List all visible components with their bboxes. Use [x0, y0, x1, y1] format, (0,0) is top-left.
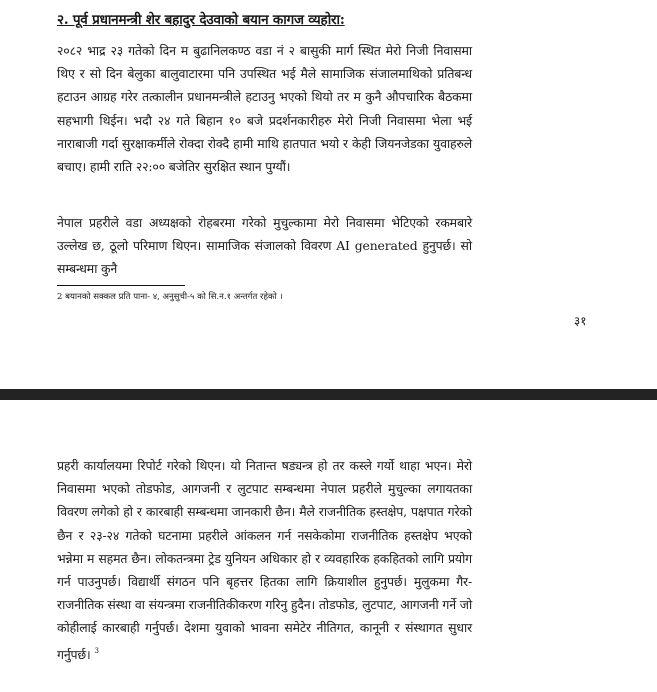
- section-heading: २. पूर्व प्रधानमन्त्री शेर बहादुर देउवाको बयान कागज व्यहोरा:: [57, 12, 345, 28]
- statement-paragraph: [57, 454, 472, 666]
- statement-paragraph: नेपाल प्रहरीले वडा अध्यक्षको रोहबरमा गरेको मुचुल्कामा मेरो निवासमा भेटिएको रकमबारे उल्लेख छ, ठूलो परिमाण थिएन। सामाजिक संजालको विवरण AI generated हुनुपर्छ। सो सम्बन्धमा कुनै: [57, 215, 472, 277]
- footnote: 2 बयानको सक्कल प्रति पाना- ४, अनुसुची-५ को सि.न.१ अन्तर्गत रहेको ।: [57, 292, 283, 302]
- document-page-bottom: [0, 400, 657, 692]
- footnote-marker: 3: [94, 646, 99, 655]
- page-number: ३१: [574, 314, 587, 328]
- statement-paragraph: २०८२ भाद्र २३ गतेको दिन म बुढानिलकण्ठ वडा नं २ बासुकी मार्ग स्थित मेरो निजी निवासमा थिए र सो दिन बेलुका बालुवाटारमा पनि उपस्थित भई मैले सामाजिक संजालमाथिको प्रतिबन्ध हटाउन आग्रह गरेर तत्कालीन प्रधानमन्त्रीले हटाउनु भएको थियो तर म कुनै औपचारिक बैठकमा सहभागी थिईन। भदौ २४ गते बिहान १० बजे प्रदर्शनकारीहरु मेरो निजी निवासमा भेला भई नाराबाजी गर्दा सुरक्षाकर्मीले रोक्दा रोक्दै हामी माथि हातपात भयो र केही जियनजेडका युवाहरुले बचाए। हामी राति २२:०० बजेतिर सुरक्षित स्थान पुग्यौं।: [57, 43, 472, 175]
- footnote-divider: [57, 285, 185, 286]
- page-separator: [0, 389, 657, 400]
- statement-text: प्रहरी कार्यालयमा रिपोर्ट गरेको थिएन। यो नितान्त षड्यन्त्र हो तर कस्ले गर्यो थाहा भएन। मेरो निवासमा भएको तोडफोड, आगजनी र लुटपाट सम्बन्धमा नेपाल प्रहरीले मुचुल्का लगायतका विवरण लगेको हो र कारबाही सम्बन्धमा जानकारी छैन। मैले राजनीतिक हस्तक्षेप, पक्षपात गरेको छैन र २३-२४ गतेको घटनामा प्रहरीले आंकलन गर्न नसकेकोमा राजनीतिक हस्तक्षेप भएको भन्नेमा म सहमत छैन। लोकतन्त्रमा ट्रेड युनियन अधिकार हो र व्यवहारिक हकहितको लागि प्रयोग गर्न पाउनुपर्छ। विद्यार्थी संगठन पनि बृहत्तर हितका लागि क्रियाशील हुनुपर्छ। मुलुकमा गैर-राजनीतिक संस्था वा संयन्त्रमा राजनीतिकीकरण गरिनु हुदैन। तोडफोड, लुटपाट, आगजनी गर्ने जो कोहीलाई कारबाही गर्नुपर्छ। देशमा युवाको भावना समेटेर नीतिगत, कानूनी र संस्थागत सुधार गर्नुपर्छ।: [57, 458, 472, 662]
